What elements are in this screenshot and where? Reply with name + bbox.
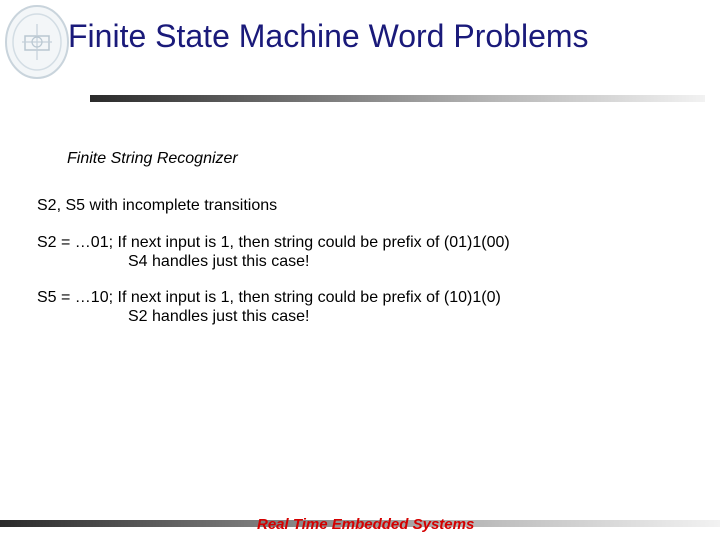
body-line-s5-definition: S5 = …10; If next input is 1, then string could be prefix of (10)1(0) (37, 289, 501, 306)
title-divider (90, 95, 705, 102)
university-seal-logo (2, 2, 72, 82)
body-line-s2-handler: S4 handles just this case! (128, 253, 310, 270)
slide-title: Finite State Machine Word Problems (68, 18, 589, 54)
section-subheading: Finite String Recognizer (67, 150, 238, 167)
body-line-incomplete-transitions: S2, S5 with incomplete transitions (37, 197, 278, 214)
university-seal-icon (2, 2, 72, 82)
body-line-s5-handler: S2 handles just this case! (128, 308, 310, 325)
body-line-s2-definition: S2 = …01; If next input is 1, then string could be prefix of (01)1(00) (37, 234, 510, 251)
footer-text: Real Time Embedded Systems (257, 516, 475, 533)
